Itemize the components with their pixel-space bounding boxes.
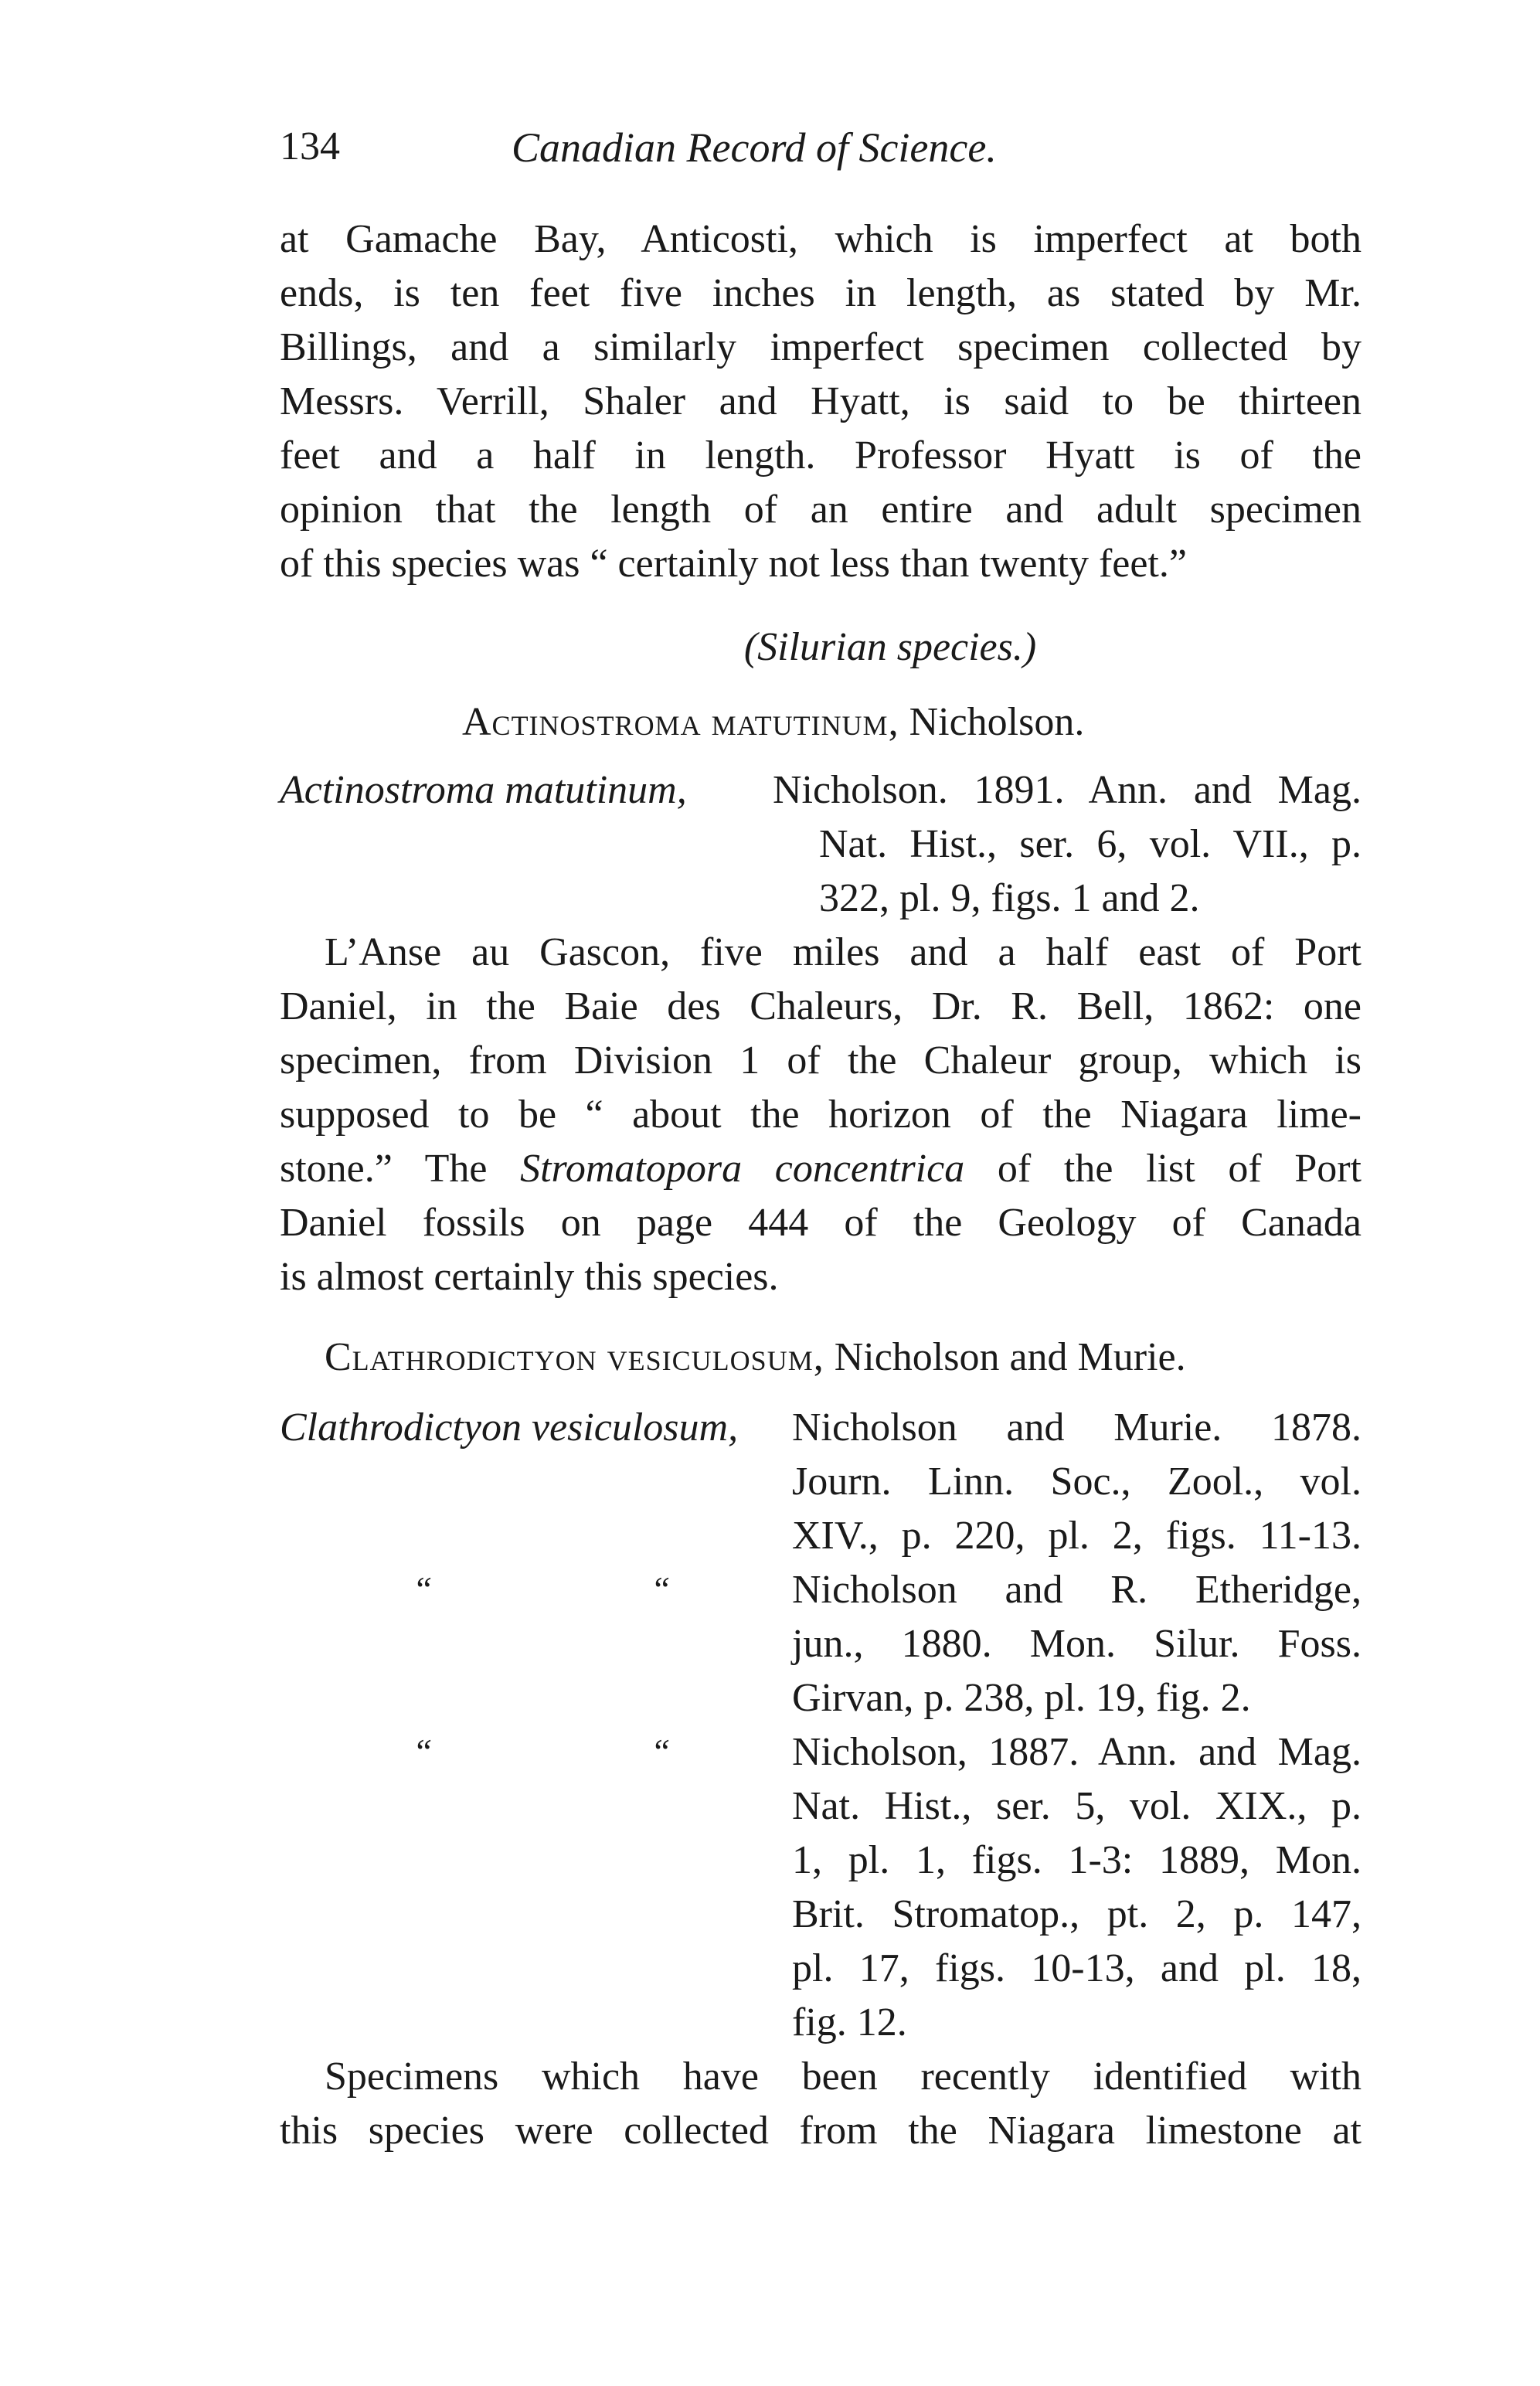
ditto-mark: “ bbox=[413, 1569, 433, 1609]
species-1-para-line-4: supposed to be “ about the horizon of the Niagara lime- bbox=[280, 1093, 1362, 1137]
species-2-genus: Clathrodictyon bbox=[325, 1335, 597, 1379]
species-2-ref-name: Clathrodictyon vesiculosum, bbox=[280, 1405, 739, 1450]
species-2-ref1-line-2: Journ. Linn. Soc., Zool., vol. bbox=[792, 1460, 1362, 1504]
intro-line-7: of this species was “ certainly not less than twenty feet.” bbox=[280, 542, 1187, 586]
species-1-para-line-6: Daniel fossils on page 444 of the Geology of Canada bbox=[280, 1201, 1362, 1245]
intro-line-1: at Gamache Bay, Anticosti, which is imperfect at both bbox=[280, 217, 1362, 261]
species-2-ref2-line-3: Girvan, p. 238, pl. 19, fig. 2. bbox=[792, 1676, 1251, 1720]
species-2-ref3-line-6: fig. 12. bbox=[792, 2000, 907, 2044]
species-2-para-line-1: Specimens which have been recently identified with bbox=[325, 2055, 1362, 2099]
species-1-heading bbox=[462, 699, 1467, 745]
running-title: Canadian Record of Science. bbox=[512, 124, 997, 171]
intro-line-6: opinion that the length of an entire and adult specimen bbox=[280, 488, 1362, 532]
species-2-ref3-line-3: 1, pl. 1, figs. 1-3: 1889, Mon. bbox=[792, 1838, 1362, 1882]
species-1-para-line-7: is almost certainly this species. bbox=[280, 1255, 779, 1299]
species-2-ref3-line-1: Nicholson, 1887. Ann. and Mag. bbox=[792, 1730, 1362, 1774]
ditto-mark: “ bbox=[413, 1732, 433, 1771]
species-2-ref1-line-1: Nicholson and Murie. 1878. bbox=[792, 1405, 1362, 1450]
species-2-ref3-line-4: Brit. Stromatop., pt. 2, p. 147, bbox=[792, 1892, 1362, 1936]
species-1-para-line-2: Daniel, in the Baie des Chaleurs, Dr. R. Bell, 1862: one bbox=[280, 984, 1362, 1028]
intro-line-3: Billings, and a similarly imperfect specimen collected by bbox=[280, 325, 1362, 369]
ditto-mark: “ bbox=[651, 1569, 671, 1609]
species-1-author: Nicholson. bbox=[909, 700, 1085, 744]
ditto-mark: “ bbox=[651, 1732, 671, 1771]
page-number: 134 bbox=[280, 124, 340, 168]
species-2-ref2-line-2: jun., 1880. Mon. Silur. Foss. bbox=[792, 1622, 1362, 1666]
species-2-epithet: vesiculosum, bbox=[607, 1335, 824, 1379]
species-2-heading bbox=[325, 1334, 1362, 1380]
species-1-ref-name: Actinostroma matutinum, bbox=[280, 768, 687, 812]
intro-line-5: feet and a half in length. Professor Hyatt is of the bbox=[280, 433, 1362, 478]
species-1-ref-line-2: Nat. Hist., ser. 6, vol. VII., p. bbox=[819, 822, 1362, 866]
section-heading: (Silurian species.) bbox=[743, 625, 1037, 669]
species-2-para-line-2: this species were collected from the Niagara limestone at bbox=[280, 2109, 1362, 2153]
species-1-para-line-3: specimen, from Division 1 of the Chaleur group, which is bbox=[280, 1038, 1362, 1083]
species-1-ref-line-1: Nicholson. 1891. Ann. and Mag. bbox=[773, 768, 1362, 812]
species-name-italic: Stromatopora concentrica bbox=[520, 1147, 965, 1191]
para-text: stone.” The bbox=[280, 1147, 521, 1191]
species-1-ref-line-3: 322, pl. 9, figs. 1 and 2. bbox=[819, 876, 1200, 920]
species-1-epithet: matutinum, bbox=[711, 700, 899, 744]
para-text: of the list of Port bbox=[964, 1147, 1362, 1191]
species-2-ref3-line-2: Nat. Hist., ser. 5, vol. XIX., p. bbox=[792, 1784, 1362, 1828]
species-1-genus: Actinostroma bbox=[462, 700, 702, 744]
species-1-para-line-5 bbox=[280, 1146, 1362, 1191]
species-2-author: Nicholson and Murie. bbox=[834, 1335, 1186, 1379]
intro-line-2: ends, is ten feet five inches in length, as stated by Mr. bbox=[280, 271, 1362, 315]
species-2-ref3-line-5: pl. 17, figs. 10-13, and pl. 18, bbox=[792, 1946, 1362, 1990]
page-header bbox=[280, 124, 1362, 185]
species-1-para-line-1: L’Anse au Gascon, five miles and a half east of Port bbox=[325, 930, 1362, 974]
intro-line-4: Messrs. Verrill, Shaler and Hyatt, is said to be thirteen bbox=[280, 379, 1362, 423]
species-2-ref2-line-1: Nicholson and R. Etheridge, bbox=[792, 1568, 1362, 1612]
species-2-ref1-line-3: XIV., p. 220, pl. 2, figs. 11-13. bbox=[792, 1514, 1362, 1558]
